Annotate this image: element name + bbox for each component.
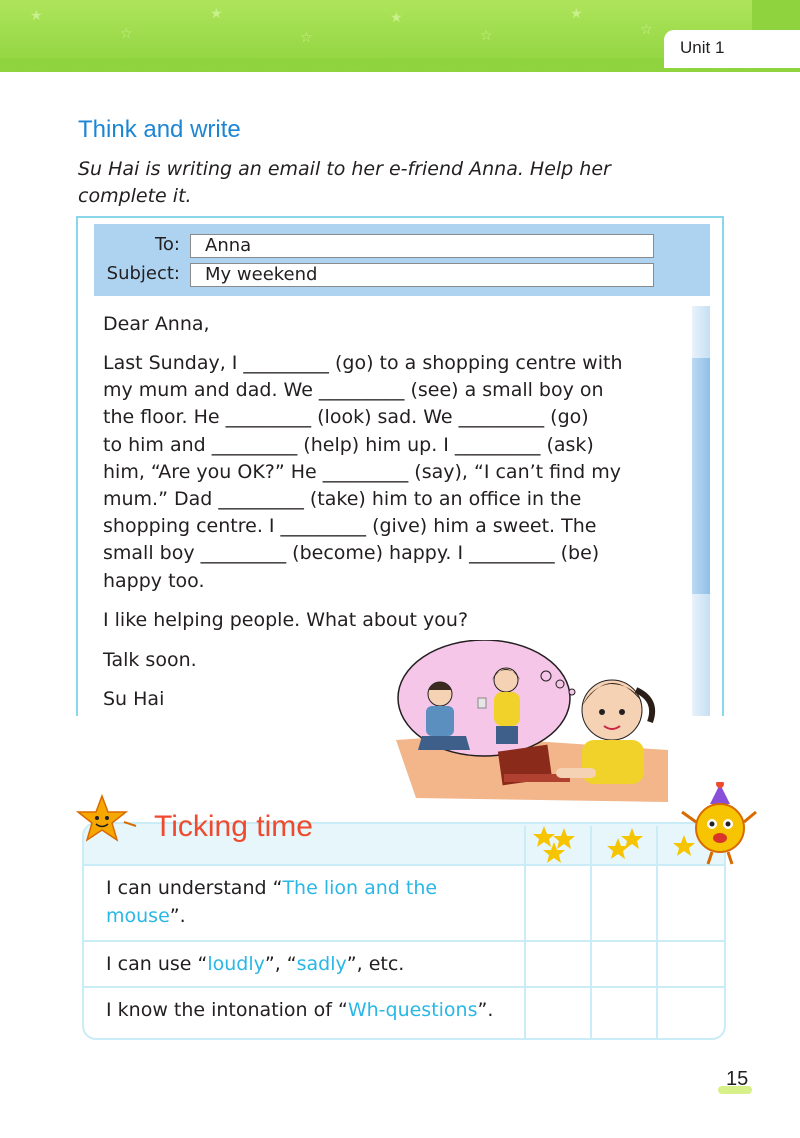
email-scrollbar-thumb[interactable] (692, 358, 710, 594)
row-text: I can use “ (106, 953, 208, 975)
to-field[interactable]: Anna (190, 234, 654, 258)
row-highlight: sadly (296, 953, 347, 975)
table-column-divider (656, 826, 658, 1038)
email-line: him, “Are you OK?” He _________ (say), “I can’t find my (103, 460, 622, 483)
table-row-divider (84, 986, 724, 988)
email-question-line: I like helping people. What about you? (103, 609, 469, 631)
unit-label: Unit 1 (680, 38, 725, 57)
row-text: ”, etc. (346, 953, 405, 975)
row-text: ”. (169, 905, 186, 927)
row-highlight: The lion and the (282, 877, 438, 899)
email-greeting: Dear Anna, (103, 313, 210, 335)
two-stars-icon (606, 826, 646, 862)
instruction-line: Su Hai is writing an email to her e-friend Anna. Help her (78, 158, 611, 180)
to-label: To: (154, 234, 180, 255)
table-row-divider (84, 864, 724, 866)
ticking-row-1 (106, 874, 506, 930)
email-line: the floor. He _________ (look) sad. We _________ (go) (103, 406, 589, 429)
star-decoration-icon: ★ (210, 6, 223, 22)
email-line: my mum and dad. We _________ (see) a small boy on (103, 379, 604, 402)
row-text: I know the intonation of “ (106, 999, 348, 1021)
row-highlight: mouse (106, 905, 170, 927)
star-decoration-icon: ★ (30, 8, 43, 24)
ticking-row-2 (106, 950, 404, 978)
email-line: Last Sunday, I _________ (go) to a shopping centre with (103, 352, 623, 374)
email-line: mum.” Dad _________ (take) him to an office in the (103, 488, 582, 511)
cartoon-mascot-icon (676, 782, 760, 866)
girl-at-laptop-illustration (396, 640, 668, 802)
table-column-divider (524, 826, 526, 1038)
row-highlight: Wh-questions (347, 999, 478, 1021)
table-column-divider (590, 826, 592, 1038)
row-highlight: loudly (207, 953, 265, 975)
star-decoration-icon: ★ (390, 10, 403, 26)
smiling-star-icon (76, 794, 138, 848)
star-decoration-icon: ☆ (480, 28, 493, 44)
star-decoration-icon: ★ (570, 6, 583, 22)
star-decoration-icon: ☆ (120, 26, 133, 42)
email-line: happy too. (103, 569, 205, 592)
table-row-divider (84, 940, 724, 942)
subject-label: Subject: (106, 263, 180, 284)
page-number: 15 (726, 1068, 749, 1090)
email-line: shopping centre. I _________ (give) him a sweet. The (103, 515, 597, 538)
subject-field[interactable]: My weekend (190, 263, 654, 287)
email-closing: Talk soon. (103, 649, 197, 671)
email-signature: Su Hai (103, 688, 165, 710)
row-text: I can understand “ (106, 877, 283, 899)
row-text: ”. (477, 999, 494, 1021)
star-decoration-icon: ☆ (300, 30, 313, 46)
email-paragraph (103, 350, 683, 595)
instruction-text (78, 156, 698, 210)
row-text: ”, “ (264, 953, 297, 975)
two-stars-icon (532, 824, 584, 864)
star-decoration-icon: ☆ (640, 22, 653, 38)
email-line: small boy _________ (become) happy. I _________ (be) (103, 542, 600, 565)
section-title: Think and write (78, 116, 241, 143)
instruction-line: complete it. (78, 185, 192, 207)
ticking-time-title: Ticking time (154, 810, 313, 843)
ticking-row-3 (106, 996, 493, 1024)
email-line: to him and _________ (help) him up. I _________ (ask) (103, 433, 594, 456)
